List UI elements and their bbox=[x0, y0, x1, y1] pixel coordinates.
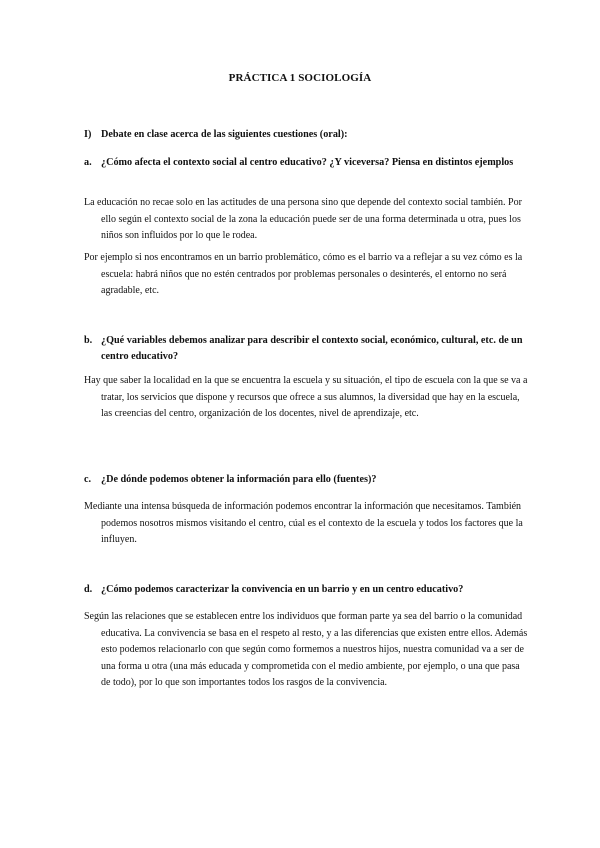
answer-c-paragraph-1: Mediante una intensa búsqueda de información podemos encontrar la información que necesitamos. También podemos nosotros mismos visitando el centro, cúal es el contexto de la escuela y todos los factores que la influyen. bbox=[84, 501, 523, 546]
question-b-marker: b. bbox=[84, 335, 93, 346]
question-a-marker: a. bbox=[84, 157, 92, 168]
question-a-text: ¿Cómo afecta el contexto social al centro educativo? ¿Y viceversa? Piensa en distintos ejemplos bbox=[101, 157, 514, 168]
section-heading-text: Debate en clase acerca de las siguientes cuestiones (oral): bbox=[101, 129, 348, 140]
question-b-text: ¿Qué variables debemos analizar para describir el contexto social, económico, cultural, etc. de un centro educativo? bbox=[101, 335, 523, 362]
answer-d-paragraph-1: Según las relaciones que se establecen entre los individuos que forman parte ya sea del barrio o la comunidad educativa. La convivencia se basa en el respeto al resto, y a las diferencias que existen entre ellos. Además esto podemos relacionarlo con que según como formemos a nuestros hijos, nuestra comunidad va a ser de una forma u otra (una más educada y comprometida con el medio ambiente, por ejemplo, o una que pasa de todo), por lo que son importantes todos los rasgos de la convivencia. bbox=[84, 611, 528, 689]
answer-a-paragraph-1: La educación no recae solo en las actitudes de una persona sino que depende del contexto social también. Por ello según el contexto social de la zona la educación puede ser de una forma determinada u otra, pues los niños son influidos por lo que le rodea. bbox=[84, 197, 522, 242]
question-c-text: ¿De dónde podemos obtener la información para ello (fuentes)? bbox=[101, 474, 377, 485]
answer-a-paragraph-2: Por ejemplo si nos encontramos en un barrio problemático, cómo es el barrio va a reflejar a su vez cómo es la escuela: habrá niños que no estén centrados por problemas personales o desinterés, el entorno no será agradable, etc. bbox=[84, 252, 523, 297]
section-marker: I) bbox=[84, 129, 92, 140]
question-d-marker: d. bbox=[84, 584, 93, 595]
page-title: PRÁCTICA 1 SOCIOLOGÍA bbox=[228, 72, 372, 84]
question-c-marker: c. bbox=[84, 474, 92, 485]
answer-b-paragraph-1: Hay que saber la localidad en la que se encuentra la escuela y su situación, el tipo de escuela con la que se va a tratar, los servicios que dispone y recursos que ofrece a sus alumnos, la diversidad que hay en la escuela, las creencias del centro, organización de los docentes, nivel de aprendizaje, etc. bbox=[84, 375, 528, 420]
question-d-text: ¿Cómo podemos caracterizar la convivencia en un barrio y en un centro educativo? bbox=[101, 584, 464, 595]
